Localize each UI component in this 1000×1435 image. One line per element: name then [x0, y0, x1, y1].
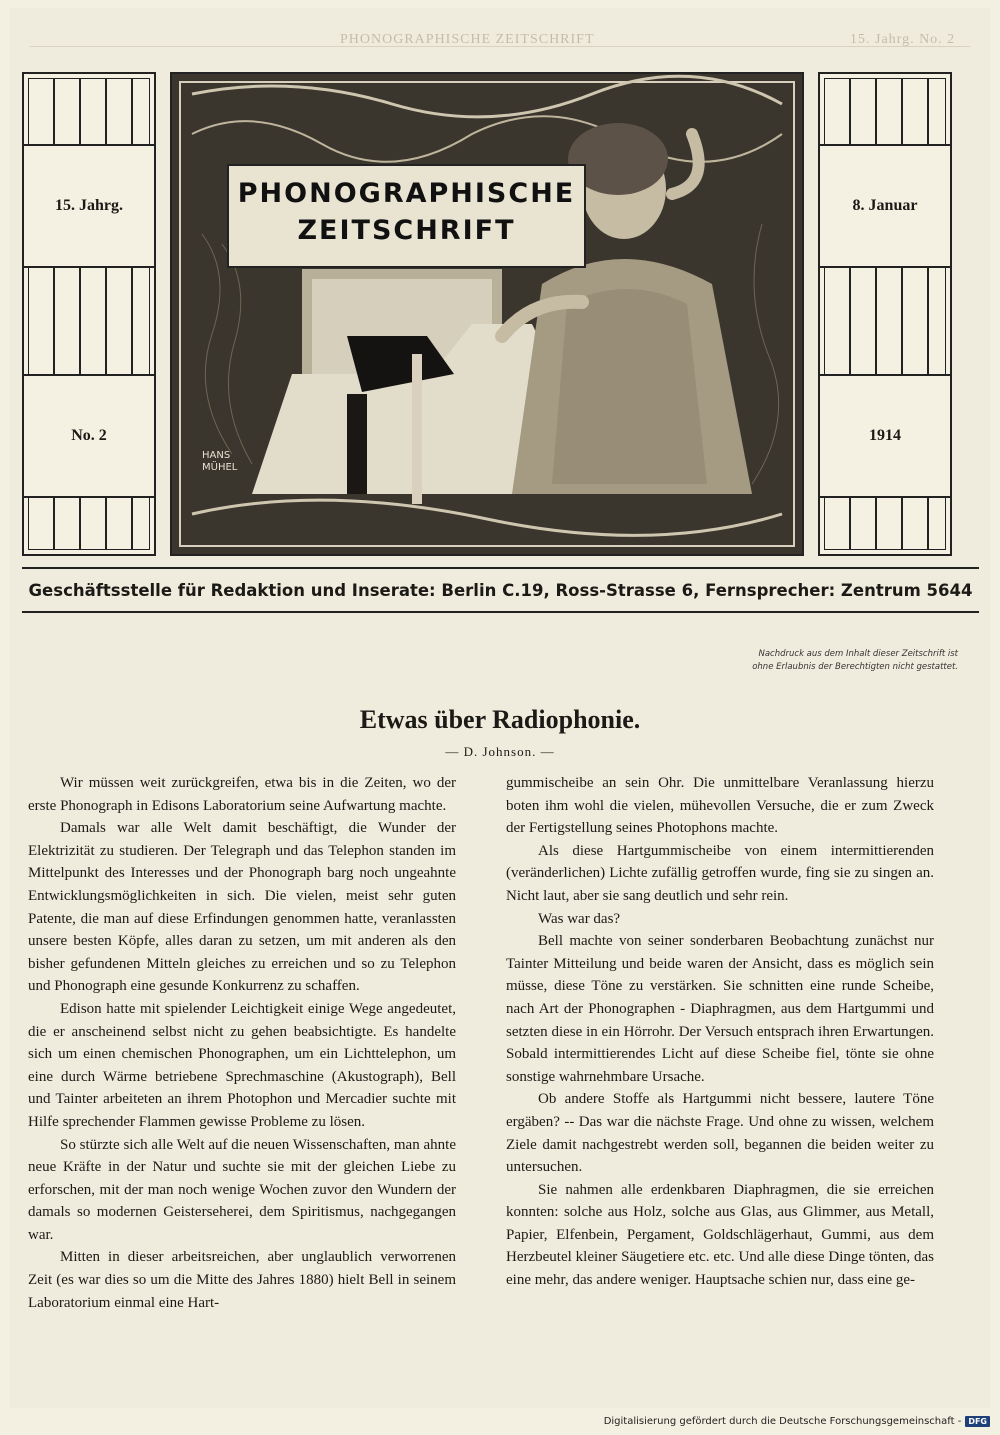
journal-title [227, 164, 586, 268]
masthead-left-panel [22, 72, 156, 556]
article-column-right [506, 772, 934, 1292]
year-volume-label: 15. Jahrg. [24, 144, 154, 268]
artist-signature-line2: MÜHEL [202, 462, 238, 473]
paragraph-continuation: gummischeibe an sein Ohr. Die unmittelbare Veranlassung hierzu boten ihm wohl die vielen, mühevollen Versuche, die er zum Zweck der Fertigstellung seines Photophons machte. [506, 775, 934, 837]
paragraph: Damals war alle Welt damit beschäftigt, die Wunder der Elektrizität zu studieren. Der Telegraph und das Telephon standen im Mittelpunkt des Interesses und der Phonograph barg noch ungeahnte Entwicklungsmöglichkeiten in sich. Die vielen, meist sehr guten Patente, die man auf diese Erfindungen genommen hatte, veranlassten unsere besten Köpfe, alles daran zu setzen, um mit anderen als den bisher gefundenen Mitteln gleiches zu erreichen und so zu Telephon und Phonograph eine gesunde Konkurrenz zu schaffen. [28, 820, 456, 995]
paragraph: Wir müssen weit zurückgreifen, etwa bis in die Zeiten, wo der erste Phonograph in Edisons Laboratorium seine Aufwartung machte. [28, 775, 456, 814]
artist-signature [202, 450, 237, 474]
reprint-notice-line2: ohne Erlaubnis der Berechtigten nicht gestattet. [752, 662, 958, 672]
running-head-issue: 15. Jahrg. No. 2 [850, 32, 956, 47]
paragraph: Sie nahmen alle erdenkbaren Diaphragmen, die sie erreichen konnten: solche aus Holz, solche aus Glas, aus Glimmer, aus Metall, Papier, Elfenbein, Pergament, Goldschlägerhaut, Gummi, aus dem Herzbeutel kleiner Säugetiere etc. etc. Und alle diese Dinge tönten, das eine mehr, das andere weniger. Hauptsache schien nur, dass eine ge- [506, 1181, 934, 1289]
article-title: Etwas über Radiophonie. [359, 705, 641, 734]
paragraph: Ob andere Stoffe als Hartgummi nicht bessere, lautere Töne ergäben? -- Das war die nächste Frage. Und ohne zu wissen, welchem Ziele damit nachgestrebt werden soll, begannen die beiden weiter zu untersuchen. [506, 1091, 934, 1176]
masthead [22, 72, 979, 556]
artist-signature-line1: HANS [202, 450, 231, 461]
journal-title-line2: ZEITSCHRIFT [297, 215, 516, 246]
issue-year-label: 1914 [820, 374, 950, 498]
publisher-address: Geschäftsstelle für Redaktion und Inserate: Berlin C.19, Ross-Strasse 6, Fernsprecher: Zentrum 5644 [22, 567, 979, 613]
digitization-credit [604, 1416, 990, 1427]
masthead-right-panel [818, 72, 952, 556]
paragraph: Bell machte von seiner sonderbaren Beobachtung zunächst nur Tainter Mitteilung und beide waren der Ansicht, dass es möglich sein müsse, diese Töne zu verstärken. Sie schnitten eine runde Scheibe, nach Art der Phonographen - Diaphragmen, aus dem Hartgummi und setzten diese in ein Hörrohr. Der Versuch entsprach ihren Erwartungen. Sobald intermittierendes Licht auf diese Scheibe fiel, tönte sie ohne sonstige wahrnehmbare Ursache. [506, 933, 934, 1085]
running-head [30, 32, 970, 47]
reprint-notice [658, 648, 958, 674]
reprint-notice-line1: Nachdruck aus dem Inhalt dieser Zeitschrift ist [758, 649, 958, 659]
journal-title-line1: PHONOGRAPHISCHE [237, 178, 576, 209]
issue-number-label: No. 2 [24, 374, 154, 498]
article-byline: — D. Johnson. — [445, 744, 555, 759]
illustration-artwork [172, 74, 802, 554]
paragraph: So stürzte sich alle Welt auf die neuen Wissenschaften, man ahnte neue Kräfte in der Natur und suchte sie mit der gleichen Liebe zu erforschen, mit der man noch wenige Wochen zuvor den Wundern der damals so modernen Geisterseherei, dem Spiritismus, nachgegangen war. [28, 1136, 456, 1243]
dfg-logo: DFG [965, 1416, 990, 1427]
running-head-title: PHONOGRAPHISCHE ZEITSCHRIFT [340, 32, 595, 47]
issue-date-label: 8. Januar [820, 144, 950, 268]
paragraph: Was war das? [538, 910, 621, 927]
credit-text: Digitalisierung gefördert durch die Deutsche Forschungsgemeinschaft - [603, 1416, 962, 1427]
paragraph: Mitten in dieser arbeitsreichen, aber unglaublich verworrenen Zeit (es war dies so um die Mitte des Jahres 1880) hielt Bell in seinem Laboratorium einmal eine Hart- [28, 1249, 456, 1311]
masthead-illustration [170, 72, 804, 556]
paragraph: Als diese Hartgummischeibe von einem intermittierenden (veränderlichen) Lichte zufällig getroffen wurde, fing sie zu singen an. Nicht laut, aber sie sang deutlich und sehr rein. [506, 842, 934, 904]
article-column-left [28, 772, 456, 1314]
paragraph: Edison hatte mit spielender Leichtigkeit einige Wege angedeutet, die er anscheinend selbst nicht zu gehen beabsichtigte. Es handelte sich um einen chemischen Phonographen, um ein Lichttelephon, um eine durch Wärme betriebene Sprechmaschine (Akustograph), Bell und Tainter arbeiteten an ihrem Photophon und Mercadier suchte mit Hilfe sprechender Flammen gewisse Probleme zu lösen. [28, 1000, 456, 1130]
